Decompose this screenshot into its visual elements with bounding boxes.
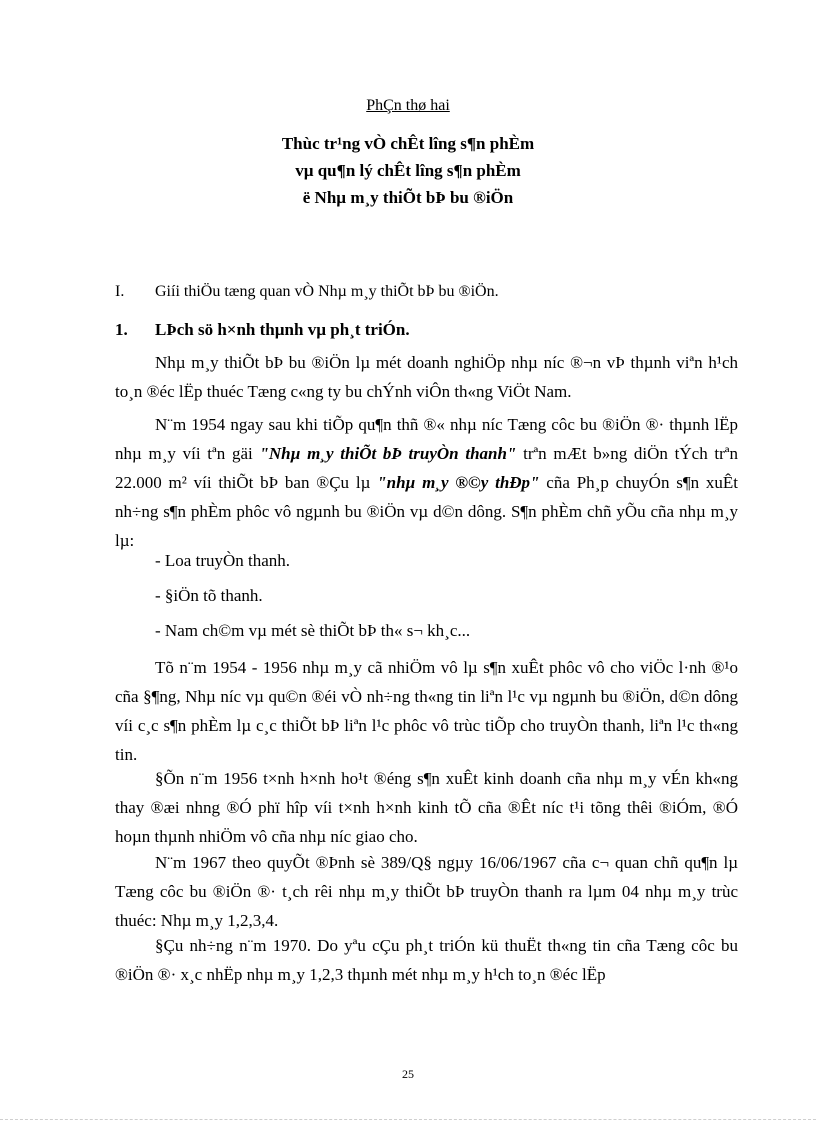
wire-factory-emphasis: "nhµ m¸y ®©y thÐp"	[377, 473, 540, 492]
bullet-item-1: - Loa truyÒn thanh.	[155, 551, 291, 570]
subsection-heading	[115, 320, 615, 344]
chapter-heading-line-3: ë Nhµ m¸y thiÕt bÞ bu ®iÖn	[302, 188, 514, 207]
chapter-heading-line-1: Thùc tr¹ng vÒ chÊt lîng s¶n phÈm	[281, 134, 535, 153]
paragraph-2-text-a: N¨m 1954 ngay sau khi tiÕp qu¶n thñ ®« nhµ níc Tæng côc bu ®iÖn ®· thµnh lËp nhµ m¸y víi tªn gäi	[115, 415, 738, 463]
part-title: PhÇn thø hai	[366, 97, 450, 114]
paragraph-2-text-c: cña Ph¸p chuyÓn s¶n xuÊt nh÷ng s¶n phÈm phôc vô ngµnh bu ®iÖn vµ d©n dông. S¶n phÈm chñ yÕu cña nhµ m¸y lµ:	[115, 473, 738, 550]
paragraph-2-text-b: trªn mÆt b»ng diÖn tÝch trªn 22.000 m² víi thiÕt bÞ ban ®Çu lµ	[115, 444, 738, 492]
paragraph-3: Tõ n¨m 1954 - 1956 nhµ m¸y cã nhiÖm vô lµ s¶n xuÊt phôc vô cho viÖc l·nh ®¹o cña §¶ng, Nhµ níc vµ qu©n ®éi vÒ nh÷ng th«ng tin liªn l¹c vµ ngµnh bu ®iÖn, d©n dông víi c¸c s¶n phÈm lµ c¸c thiÕt bÞ liªn l¹c phôc vô trùc tiÕp cho truyÒn thanh, liªn l¹c th«ng tin.	[115, 658, 738, 764]
bullet-item-3: - Nam ch©m vµ mét sè thiÕt bÞ th« s¬ kh¸c...	[155, 621, 471, 640]
subsection-number: 1.	[115, 320, 128, 339]
paragraph-2	[115, 410, 738, 555]
chapter-heading-line-2: vµ qu¶n lý chÊt lîng s¶n phÈm	[295, 161, 521, 180]
factory-name-emphasis: "Nhµ m¸y thiÕt bÞ truyÒn thanh"	[259, 444, 517, 463]
subsection-title: LÞch sö h×nh thµnh vµ ph¸t triÓn.	[155, 320, 410, 339]
paragraph-5: N¨m 1967 theo quyÕt ®Þnh sè 389/Q§ ngµy 16/06/1967 cña c¬ quan chñ qu¶n lµ Tæng côc bu ®iÖn ®· t¸ch rêi nhµ m¸y thiÕt bÞ truyÒn thanh ra lµm 04 nhµ m¸y trùc thuéc: Nhµ m¸y 1,2,3,4.	[115, 853, 738, 930]
page-number: 25	[402, 1067, 414, 1081]
paragraph-4: §Õn n¨m 1956 t×nh h×nh ho¹t ®éng s¶n xuÊt kinh doanh cña nhµ m¸y vÉn kh«ng thay ®æi nhng ®Ó phï hîp víi t×nh h×nh kinh tÕ cña ®Êt níc t¹i tõng thêi ®iÓm, ®Ó hoµn thµnh nhiÖm vô cña nhµ níc giao cho.	[115, 769, 738, 846]
paragraph-6: §Çu nh÷ng n¨m 1970. Do yªu cÇu ph¸t triÓn kü thuËt th«ng tin cña Tæng côc bu ®iÖn ®· x¸c nhËp nhµ m¸y 1,2,3 thµnh mét nhµ m¸y h¹ch to¸n ®éc lËp	[115, 936, 738, 984]
bullet-item-2: - §iÖn tõ thanh.	[155, 586, 263, 605]
section-heading	[115, 283, 675, 305]
paragraph-1: Nhµ m¸y thiÕt bÞ bu ®iÖn lµ mét doanh nghiÖp nhµ níc ®¬n vÞ thµnh viªn h¹ch to¸n ®éc lËp thuéc Tæng c«ng ty bu chÝnh viÔn th«ng ViÖt Nam.	[115, 353, 738, 401]
page-bottom-divider	[0, 1119, 816, 1120]
section-number: I.	[115, 283, 125, 300]
section-title: Giíi thiÖu tæng quan vÒ Nhµ m¸y thiÕt bÞ bu ®iÖn.	[155, 283, 499, 300]
